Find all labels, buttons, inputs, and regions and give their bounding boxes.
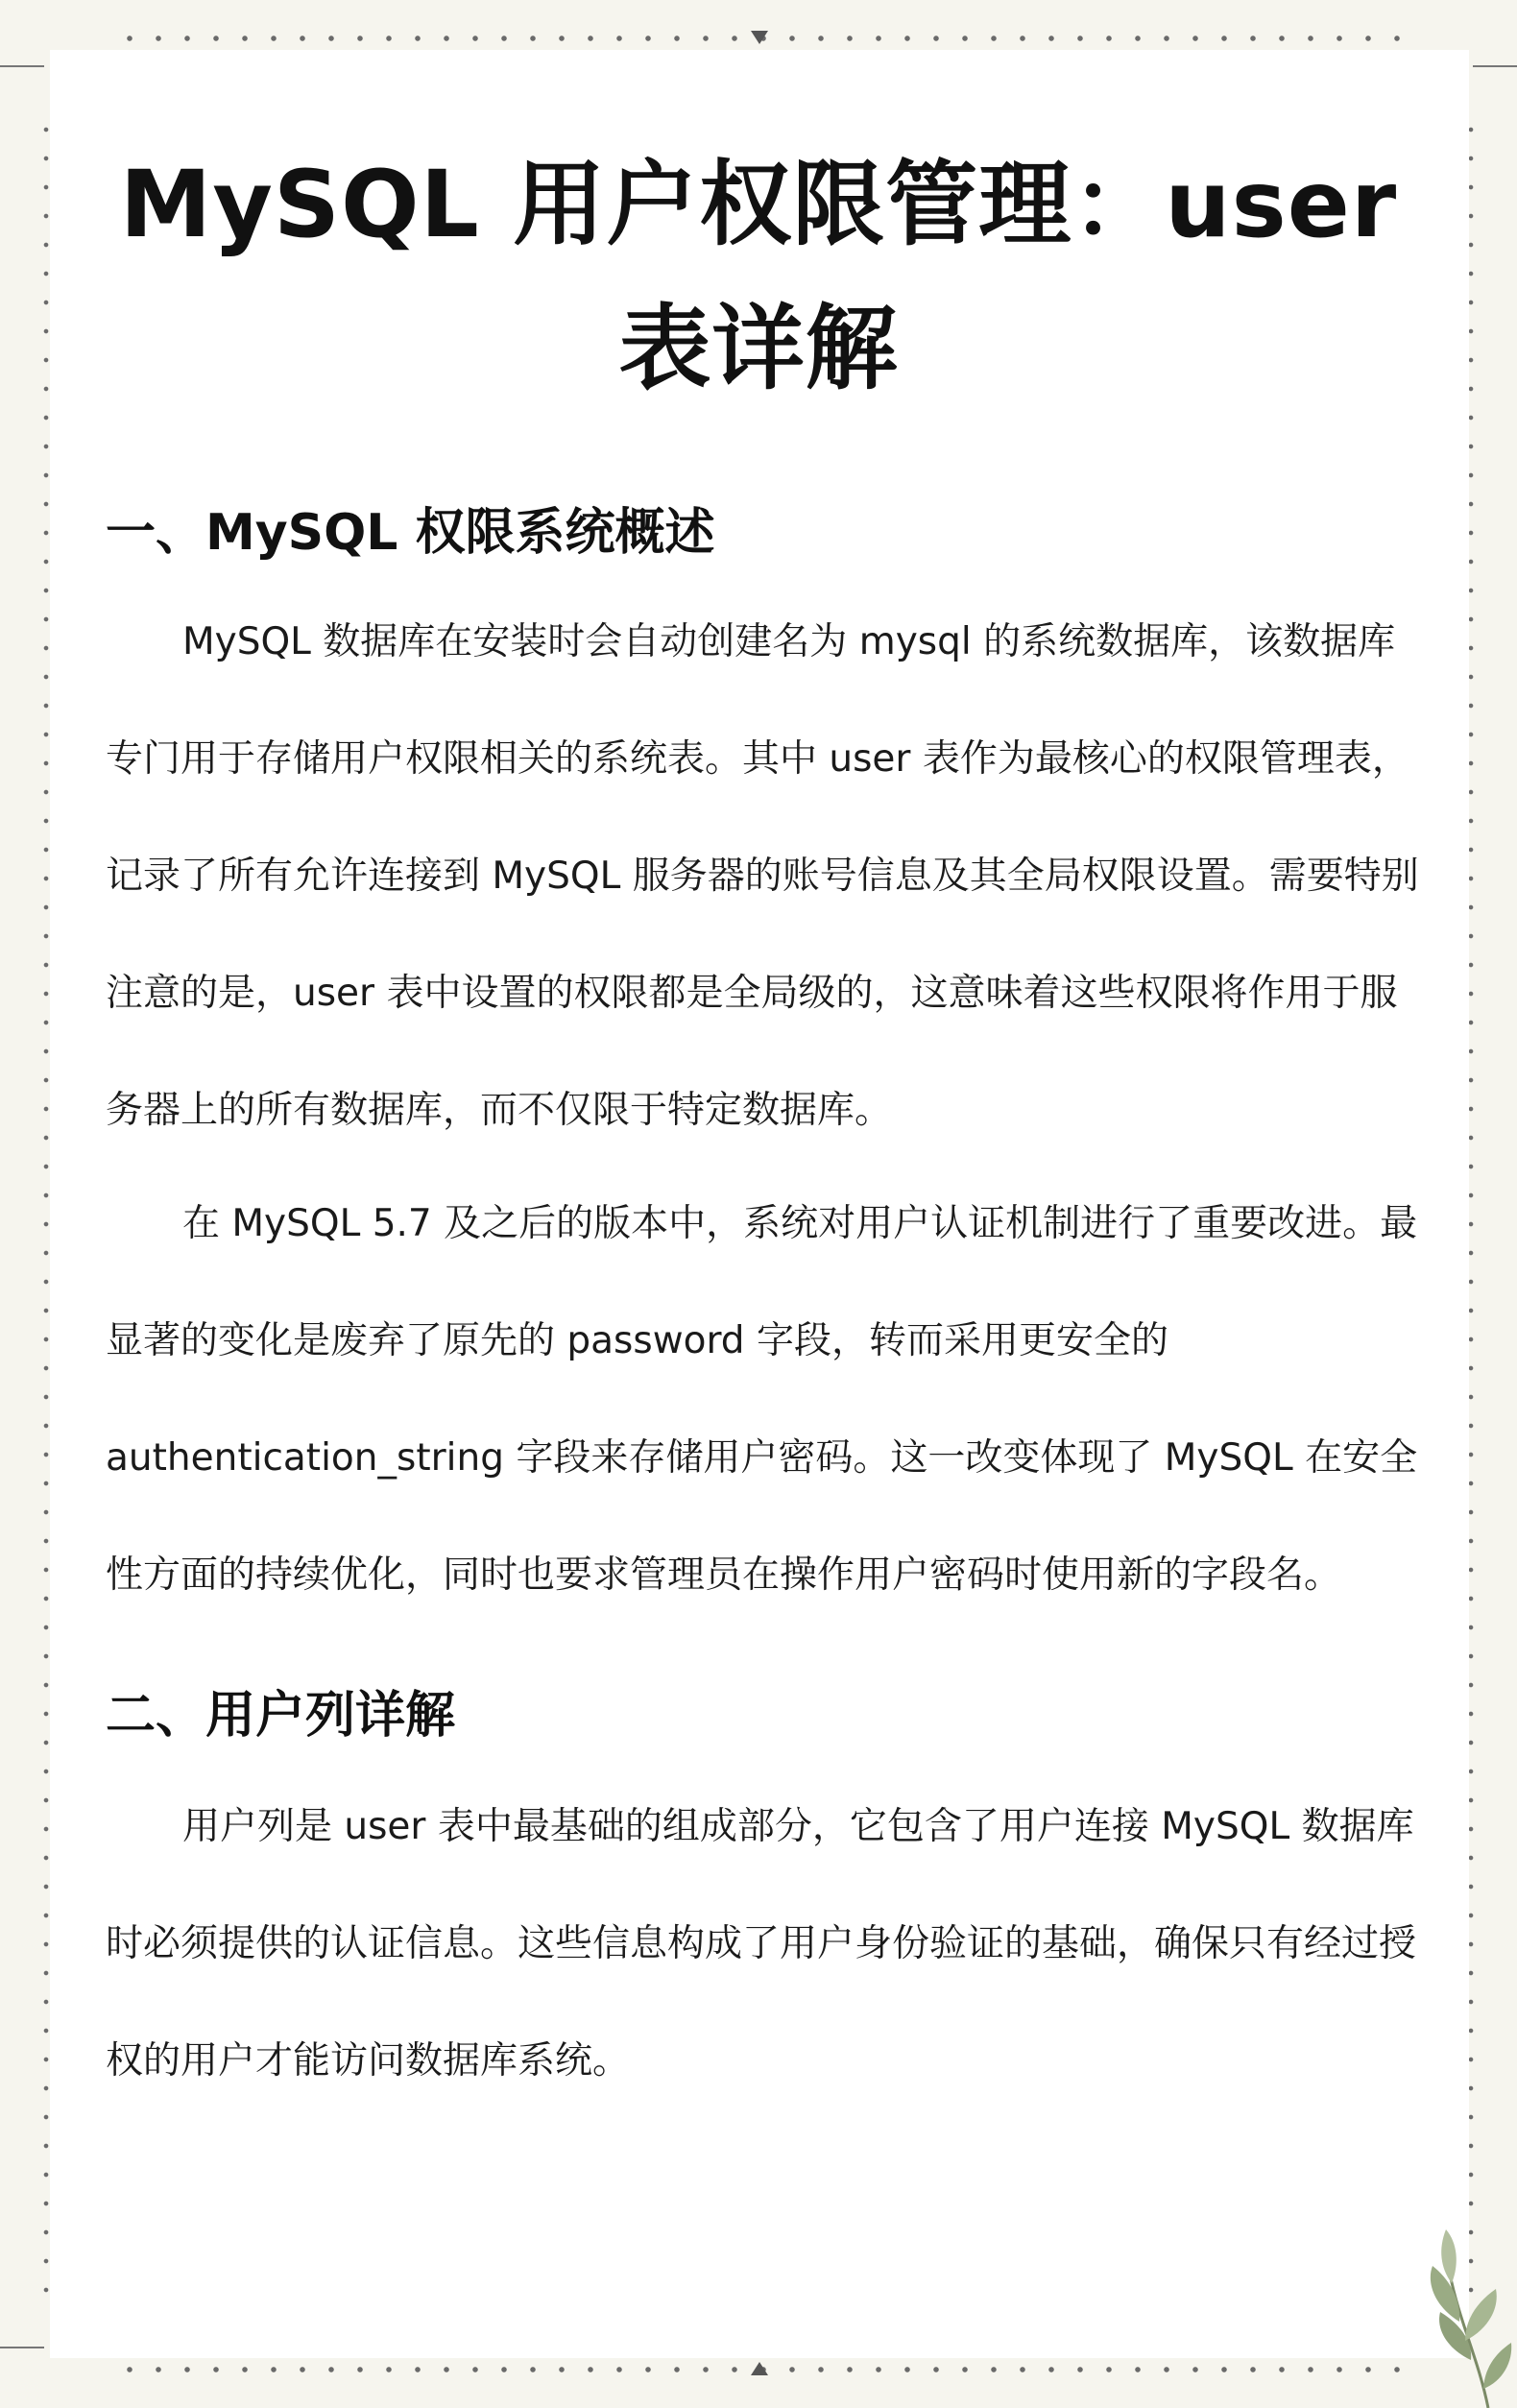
article-title: MySQL 用户权限管理：user 表详解 bbox=[119, 151, 1398, 402]
top-left-rule bbox=[0, 65, 44, 67]
leaf-branch-icon bbox=[1344, 2216, 1517, 2408]
paragraph-overview-1: MySQL 数据库在安装时会自动创建名为 mysql 的系统数据库，该数据库专门用于存储用户权限相关的系统表。其中 user 表作为最核心的权限管理表，记录了所有允许连接到 MySQL 服务器的账号信息及其全局权限设置。需要特别注意的是，user 表中设置的权限都是全局级的，这意味着这些权限将作用于服务器上的所有数据库，而不仅限于特定数据库。 bbox=[106, 620, 1419, 1132]
bottom-left-rule bbox=[0, 2347, 44, 2348]
left-dotted-border bbox=[42, 115, 50, 2293]
top-marker-icon bbox=[751, 31, 768, 44]
section-heading-overview: 一、MySQL 权限系统概述 bbox=[106, 504, 715, 562]
paragraph-overview-2: 在 MySQL 5.7 及之后的版本中，系统对用户认证机制进行了重要改进。最显著的变化是废弃了原先的 password 字段，转而采用更安全的 authentication_string 字段来存储用户密码。这一改变体现了 MySQL 在安全性方面的持续优化，同时也要求管理员在操作用户密码时使用新的字段名。 bbox=[106, 1202, 1418, 1597]
section-heading-user-columns: 二、用户列详解 bbox=[106, 1687, 456, 1745]
bottom-marker-icon bbox=[751, 2362, 768, 2375]
paragraph-user-columns-1: 用户列是 user 表中最基础的组成部分，它包含了用户连接 MySQL 数据库时必须提供的认证信息。这些信息构成了用户身份验证的基础，确保只有经过授权的用户才能访问数据库系统。 bbox=[106, 1805, 1417, 2083]
top-right-rule bbox=[1473, 65, 1517, 67]
